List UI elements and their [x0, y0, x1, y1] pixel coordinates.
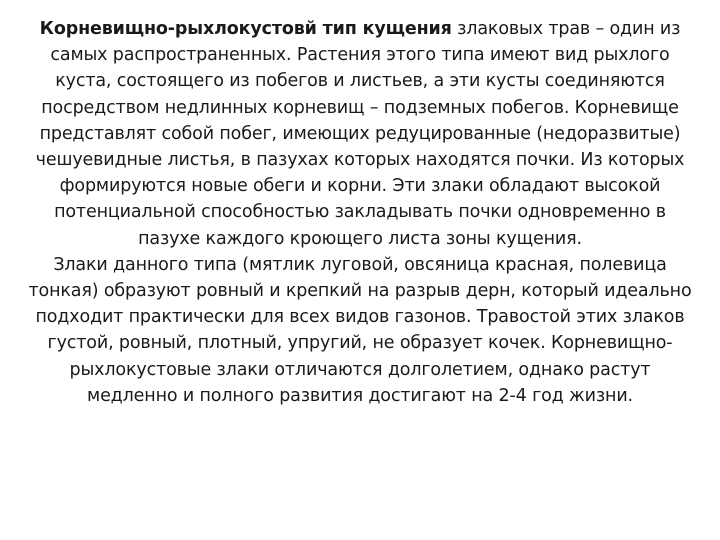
paragraph-2: [26, 252, 694, 409]
body-text: [26, 16, 694, 409]
bold-lead: Корневищно-рыхлокустовй тип кущения: [39, 19, 452, 39]
paragraph-2-text: Злаки данного типа (мятлик луговой, овсяница красная, полевица тонкая) образуют ровный и крепкий на разрыв дерн, который идеально подходит практически для всех видов газонов. Травостой этих злаков густой, ровный, плотный, упругий, не образует кочек. Корневищно-рыхлокустовые злаки отличаются долголетием, однако растут медленно и полного развития достигают на 2-4 год жизни.: [28, 254, 692, 406]
paragraph-1-text: злаковых трав – один из самых распространенных. Растения этого типа имеют вид рыхлого куста, состоящего из побегов и листьев, а эти кусты соединяются посредством недлинных корневищ – подземных побегов. Корневище представлят собой побег, имеющих редуцированные (недоразвитые) чешуевидные листья, в пазухах которых находятся почки. Из которых формируются новые обеги и корни. Эти злаки обладают высокой потенциальной способностью закладывать почки одновременно в пазухе каждого кроющего листа зоны кущения.: [35, 19, 685, 249]
paragraph-1: [26, 16, 694, 252]
